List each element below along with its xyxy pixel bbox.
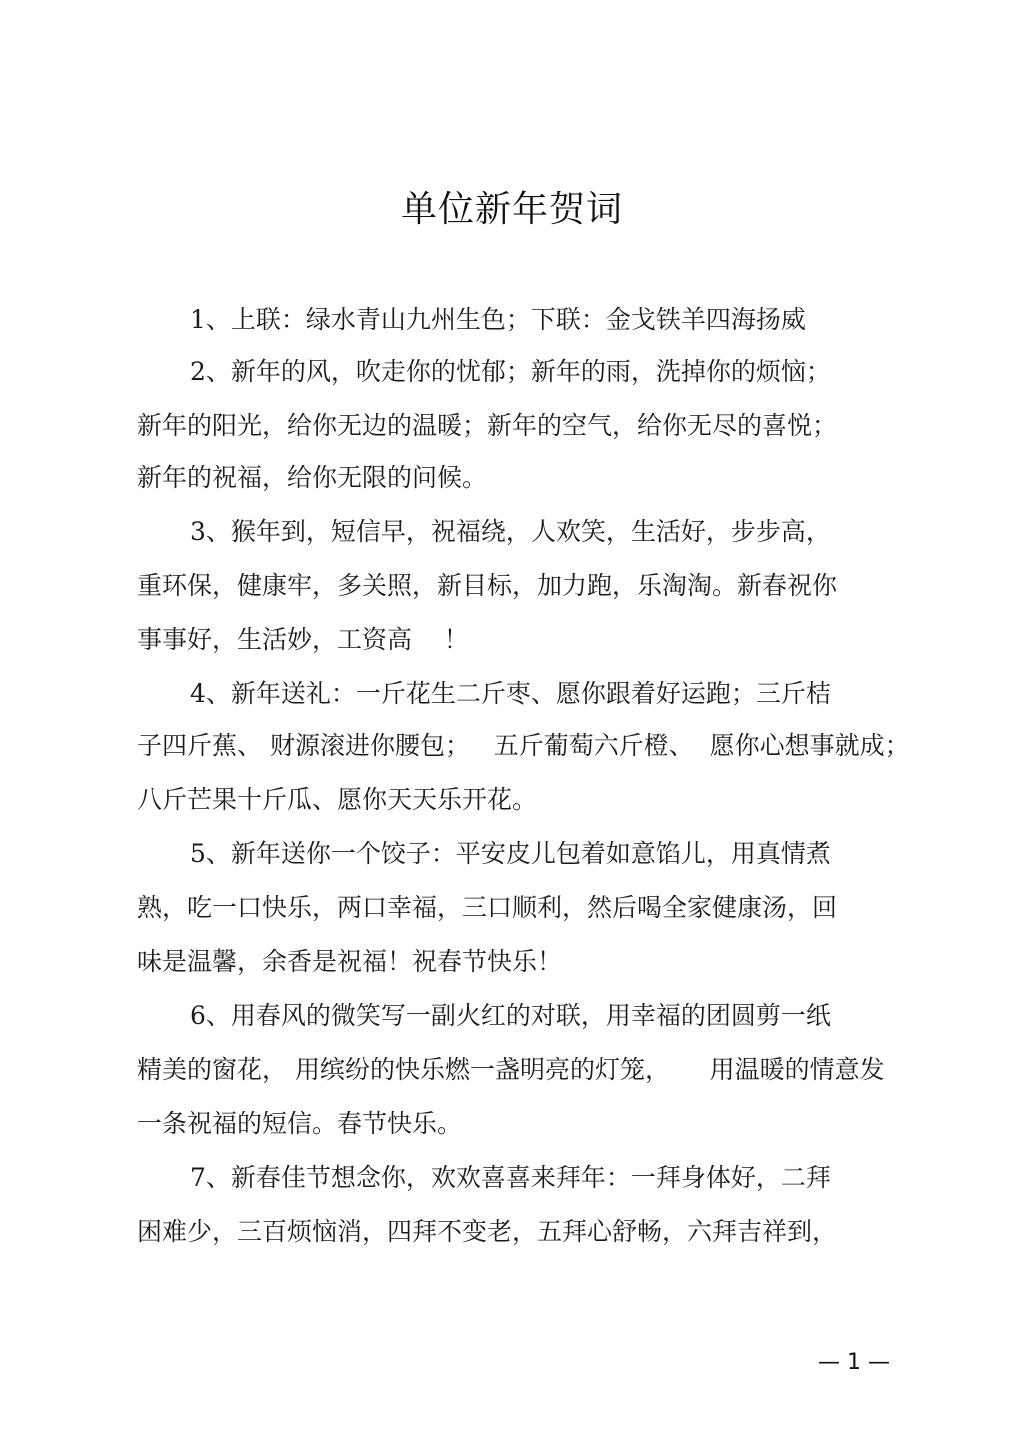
document-title: 单位新年贺词 <box>400 189 623 230</box>
paragraph-3-line-1: 3、猴年到，短信早，祝福绕，人欢笑，生活好，步步高， <box>190 517 831 546</box>
paragraph-1-line-1: 1、上联：绿水青山九州生色；下联：金戈铁羊四海扬威 <box>190 305 806 334</box>
paragraph-5-line-2: 熟，吃一口快乐，两口幸福，三口顺利，然后喝全家健康汤，回 <box>137 893 838 922</box>
paragraph-4-line-2: 子四斤蕉、 财源滚进你腰包； 五斤葡萄六斤橙、 愿你心想事就成； <box>137 731 910 760</box>
paragraph-6-line-1: 6、用春风的微笑写一副火红的对联，用幸福的团圆剪一纸 <box>190 1001 831 1030</box>
paragraph-4-line-3: 八斤芒果十斤瓜、愿你天天乐开花。 <box>137 785 538 814</box>
paragraph-6-line-3: 一条祝福的短信。春节快乐。 <box>137 1109 463 1138</box>
paragraph-2-line-1: 2、新年的风，吹走你的忧郁；新年的雨，洗掉你的烦恼； <box>190 357 831 386</box>
paragraph-2-line-3: 新年的祝福，给你无限的问候。 <box>137 463 488 492</box>
paragraph-6-line-2: 精美的窗花， 用缤纷的快乐燃一盏明亮的灯笼， 用温暖的情意发 <box>137 1055 885 1084</box>
page-number: — 1 — <box>818 1350 890 1375</box>
paragraph-4-line-1: 4、新年送礼：一斤花生二斤枣、愿你跟着好运跑；三斤桔 <box>190 679 831 708</box>
paragraph-3-line-3: 事事好，生活妙，工资高 ！ <box>137 625 469 654</box>
paragraph-5-line-1: 5、新年送你一个饺子：平安皮儿包着如意馅儿，用真情煮 <box>190 839 831 868</box>
paragraph-7-line-2: 困难少，三百烦恼消，四拜不变老，五拜心舒畅，六拜吉祥到， <box>137 1217 838 1246</box>
paragraph-3-line-2: 重环保，健康牢，多关照，新目标，加力跑，乐淘淘。新春祝你 <box>137 571 838 600</box>
paragraph-2-line-2: 新年的阳光，给你无边的温暖；新年的空气，给你无尽的喜悦； <box>137 411 838 440</box>
paragraph-5-line-3: 味是温馨，余香是祝福！祝春节快乐！ <box>137 947 563 976</box>
paragraph-7-line-1: 7、新春佳节想念你，欢欢喜喜来拜年：一拜身体好，二拜 <box>190 1163 831 1192</box>
